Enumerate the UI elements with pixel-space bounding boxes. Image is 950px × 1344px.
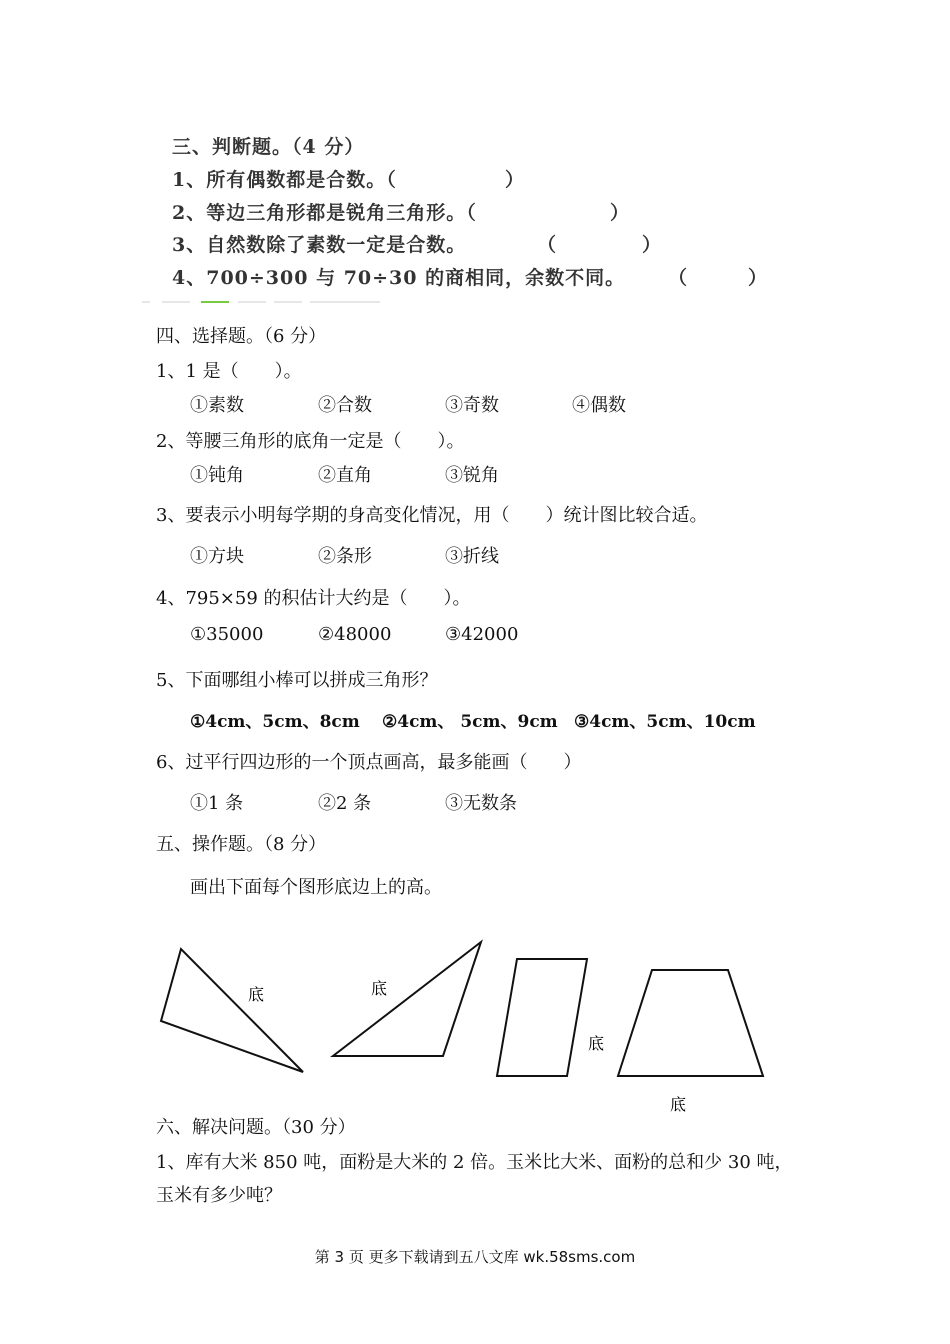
section4-title: 四、选择题。（6 分） [156, 326, 327, 347]
choice-option: ②4cm、 5cm、9cm [382, 712, 558, 732]
obtuse-triangle [161, 949, 303, 1072]
choice-option: ①素数 [190, 395, 244, 416]
choice-option: ②2 条 [318, 793, 372, 814]
parallelogram [497, 959, 587, 1076]
choice-question-5: 5、下面哪组小棒可以拼成三角形？ [156, 670, 438, 691]
right-slant-triangle [333, 942, 481, 1056]
choice-option: ①35000 [190, 624, 264, 645]
choice-option: ①4cm、5cm、8cm [190, 712, 360, 732]
base-label: 底 [248, 985, 265, 1004]
choice-question-1: 1、1 是（ ）。 [156, 361, 302, 382]
judge-item-3: 3、自然数除了素数一定是合数。 （ ） [172, 234, 663, 256]
choice-option: ③锐角 [445, 465, 499, 486]
choice-question-3: 3、要表示小明每学期的身高变化情况，用（ ）统计图比较合适。 [156, 505, 708, 526]
choice-option: ②直角 [318, 465, 372, 486]
choice-option: ②条形 [318, 546, 372, 567]
section3-title: 三、判断题。（4 分） [172, 136, 365, 158]
choice-option: ③42000 [445, 624, 519, 645]
choice-option: ④偶数 [572, 395, 626, 416]
choice-option: ②48000 [318, 624, 392, 645]
choice-option: ③无数条 [445, 793, 517, 814]
section5-instruction: 画出下面每个图形底边上的高。 [190, 877, 442, 898]
choice-option: ①方块 [190, 546, 244, 567]
judge-item-1: 1、所有偶数都是合数。（ ） [172, 169, 526, 191]
judge-item-4: 4、700÷300 与 70÷30 的商相同，余数不同。 （ ） [172, 267, 769, 289]
choice-option: ③奇数 [445, 395, 499, 416]
problem-1-line-1: 1、库有大米 850 吨，面粉是大米的 2 倍。玉米比大米、面粉的总和少 30 吨， [156, 1152, 793, 1173]
base-label: 底 [588, 1034, 605, 1053]
choice-question-2: 2、等腰三角形的底角一定是（ ）。 [156, 431, 465, 452]
trapezoid [618, 970, 763, 1076]
choice-question-6: 6、过平行四边形的一个顶点画高，最多能画（ ） [156, 752, 582, 773]
choice-option: ③折线 [445, 546, 499, 567]
choice-option: ②合数 [318, 395, 372, 416]
base-label: 底 [670, 1095, 687, 1114]
choice-option: ①钝角 [190, 465, 244, 486]
judge-item-2: 2、等边三角形都是锐角三角形。（ ） [172, 202, 631, 224]
choice-option: ③4cm、5cm、10cm [574, 712, 756, 732]
problem-1-line-2: 玉米有多少吨？ [156, 1185, 282, 1206]
section6-title: 六、解决问题。（30 分） [156, 1117, 356, 1138]
section5-title: 五、操作题。（8 分） [156, 834, 327, 855]
page-footer: 第 3 页 更多下载请到五八文库 wk.58sms.com [314, 1248, 636, 1266]
base-label: 底 [371, 979, 388, 998]
choice-option: ①1 条 [190, 793, 244, 814]
choice-question-4: 4、795×59 的积估计大约是（ ）。 [156, 588, 471, 609]
